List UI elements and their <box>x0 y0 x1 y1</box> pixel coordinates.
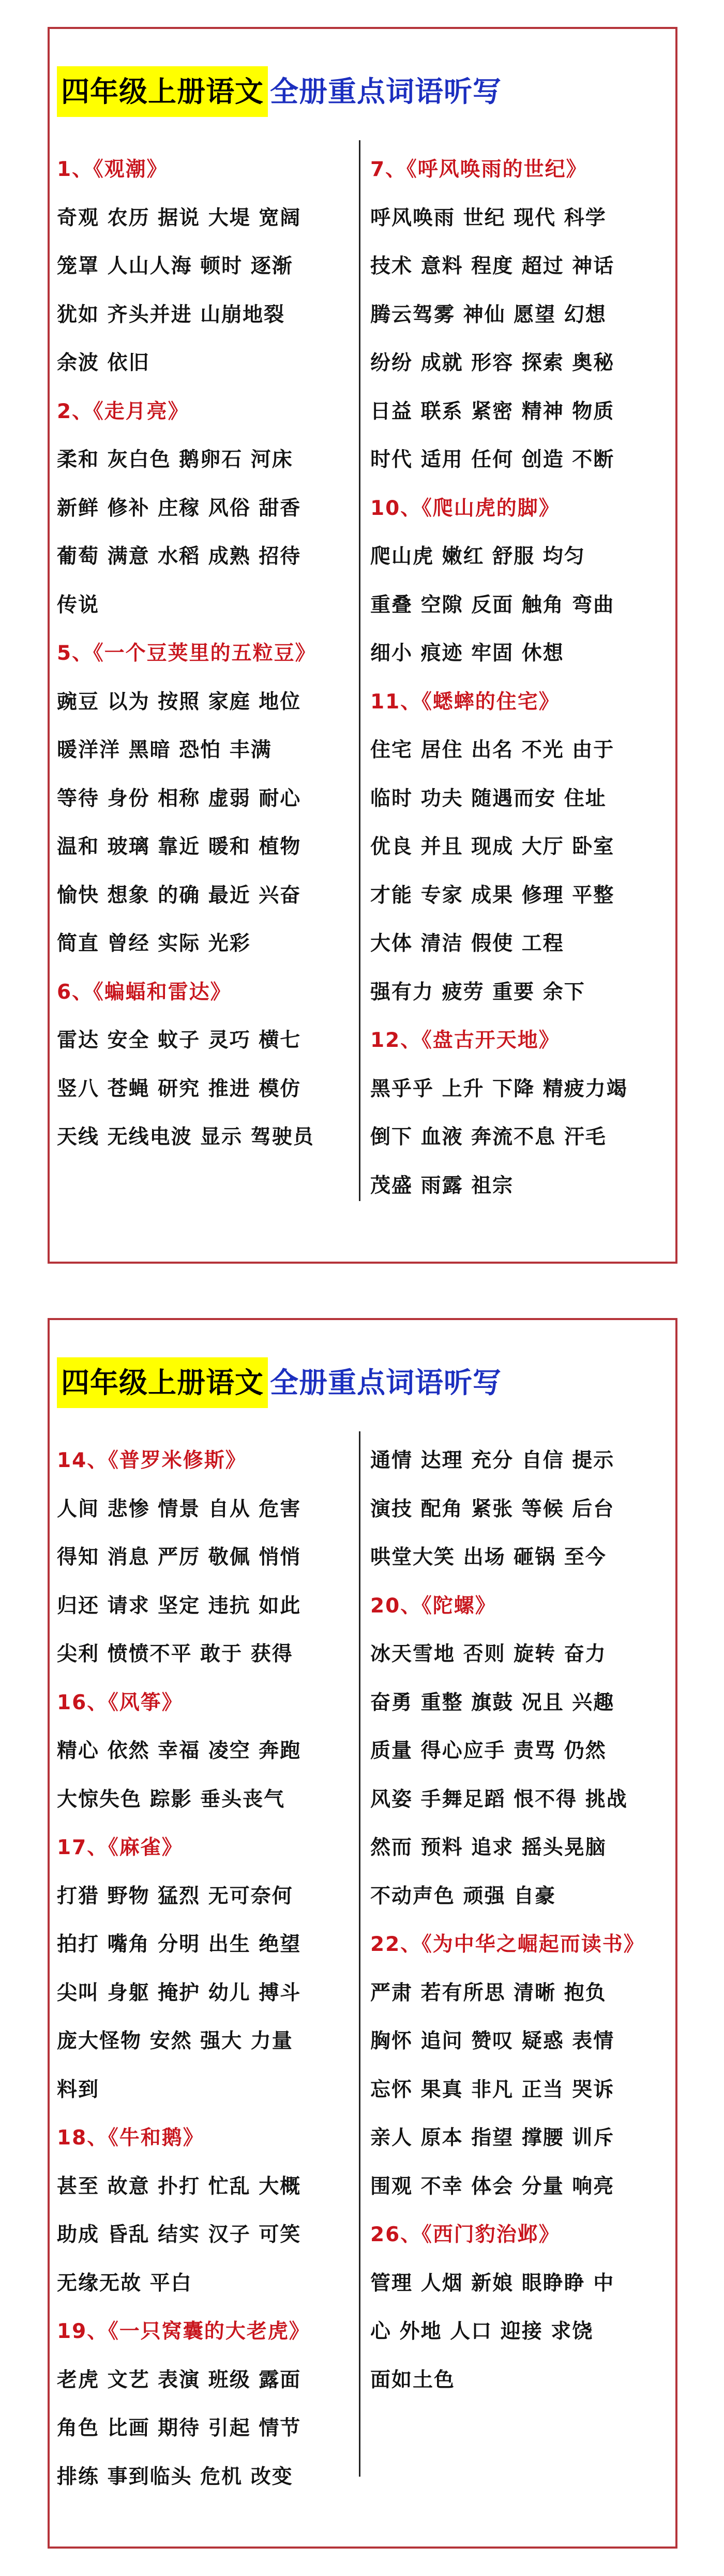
lesson-heading: 6、《蝙蝠和雷达》 <box>57 980 232 1004</box>
word-line: 强有力 疲劳 重要 余下 <box>370 980 585 1004</box>
lesson-heading: 7、《呼风唤雨的世纪》 <box>370 158 587 181</box>
word-line: 胸怀 追问 赞叹 疑惑 表情 <box>370 2030 615 2053</box>
word-line: 助成 昏乱 结实 汉子 可笑 <box>57 2223 301 2246</box>
word-line: 大惊失色 踪影 垂头丧气 <box>57 1787 285 1811</box>
word-line: 拍打 嘴角 分明 出生 绝望 <box>57 1933 301 1956</box>
lesson-heading: 11、《蟋蟀的住宅》 <box>370 690 560 714</box>
word-line: 冰天雪地 否则 旋转 奋力 <box>370 1642 607 1666</box>
word-line: 打猎 野物 猛烈 无可奈何 <box>57 1884 293 1908</box>
word-line: 笼罩 人山人海 顿时 逐渐 <box>57 255 293 278</box>
word-line: 大体 清洁 假使 工程 <box>370 932 564 955</box>
lesson-heading: 18、《牛和鹅》 <box>57 2126 204 2150</box>
word-line: 甚至 故意 扑打 忙乱 大概 <box>57 2174 301 2198</box>
column-divider <box>359 140 360 1201</box>
word-line: 倒下 血液 奔流不息 汗毛 <box>370 1126 607 1149</box>
lesson-heading: 2、《走月亮》 <box>57 399 189 423</box>
right-column <box>370 1437 670 2404</box>
word-line: 新鲜 修补 庄稼 风俗 甜香 <box>57 496 301 520</box>
word-line: 尖利 愤愤不平 敢于 获得 <box>57 1642 293 1666</box>
word-line: 时代 适用 任何 创造 不断 <box>370 448 615 471</box>
lesson-heading: 16、《风筝》 <box>57 1691 183 1714</box>
word-line: 通情 达理 充分 自信 提示 <box>370 1449 615 1472</box>
word-line: 茂盛 雨露 祖宗 <box>370 1174 514 1197</box>
word-line: 雷达 安全 蚊子 灵巧 横七 <box>57 1029 301 1052</box>
dictation-card-2 <box>48 1318 677 2549</box>
word-line: 余波 依旧 <box>57 351 150 375</box>
word-line: 老虎 文艺 表演 班级 露面 <box>57 2368 301 2392</box>
card-title <box>57 1357 502 1408</box>
word-line: 管理 人烟 新娘 眼睁睁 中 <box>370 2271 615 2295</box>
word-line: 优良 并且 现成 大厅 卧室 <box>370 835 615 858</box>
word-line: 日益 联系 紧密 精神 物质 <box>370 399 615 423</box>
title-highlight: 四年级上册语文 <box>57 1357 268 1408</box>
lesson-heading: 1、《观潮》 <box>57 158 168 181</box>
word-line: 人间 悲惨 情景 自从 危害 <box>57 1497 301 1521</box>
lesson-heading: 26、《西门豹治邺》 <box>370 2223 560 2246</box>
left-column <box>57 1437 352 2501</box>
word-line: 竖八 苍蝇 研究 推进 模仿 <box>57 1077 301 1101</box>
word-line: 重叠 空隙 反面 触角 弯曲 <box>370 593 615 617</box>
word-line: 才能 专家 成果 修理 平整 <box>370 883 615 907</box>
word-line: 忘怀 果真 非凡 正当 哭诉 <box>370 2078 615 2101</box>
column-divider <box>359 1431 360 2477</box>
word-line: 等待 身份 相称 虚弱 耐心 <box>57 787 301 810</box>
lesson-heading: 19、《一只窝囊的大老虎》 <box>57 2320 310 2343</box>
word-line: 传说 <box>57 593 100 617</box>
left-column <box>57 145 352 1162</box>
word-line: 技术 意料 程度 超过 神话 <box>370 255 615 278</box>
word-line: 简直 曾经 实际 光彩 <box>57 932 251 955</box>
card-title <box>57 66 502 117</box>
word-line: 排练 事到临头 危机 改变 <box>57 2465 293 2489</box>
lesson-heading: 5、《一个豆荚里的五粒豆》 <box>57 642 316 665</box>
word-line: 心 外地 人口 迎接 求饶 <box>370 2320 594 2343</box>
lesson-heading: 20、《陀螺》 <box>370 1594 496 1618</box>
word-line: 呼风唤雨 世纪 现代 科学 <box>370 206 607 230</box>
word-line: 围观 不幸 体会 分量 响亮 <box>370 2174 615 2198</box>
word-line: 无缘无故 平白 <box>57 2271 192 2295</box>
word-line: 腾云驾雾 神仙 愿望 幻想 <box>370 303 607 327</box>
title-rest: 全册重点词语听写 <box>270 1366 502 1399</box>
word-line: 奋勇 重整 旗鼓 况且 兴趣 <box>370 1691 615 1714</box>
word-line: 归还 请求 坚定 违抗 如此 <box>57 1594 301 1618</box>
lesson-heading: 14、《普罗米修斯》 <box>57 1449 247 1472</box>
word-line: 精心 依然 幸福 凌空 奔跑 <box>57 1739 301 1763</box>
word-line: 温和 玻璃 靠近 暖和 植物 <box>57 835 301 858</box>
word-line: 不动声色 顽强 自豪 <box>370 1884 556 1908</box>
word-line: 纷纷 成就 形容 探索 奥秘 <box>370 351 615 375</box>
word-line: 尖叫 身躯 掩护 幼儿 搏斗 <box>57 1981 301 2005</box>
word-line: 角色 比画 期待 引起 情节 <box>57 2417 301 2440</box>
right-column <box>370 145 670 1210</box>
word-line: 庞大怪物 安然 强大 力量 <box>57 2030 293 2053</box>
word-line: 临时 功夫 随遇而安 住址 <box>370 787 607 810</box>
lesson-heading: 12、《盘古开天地》 <box>370 1029 560 1052</box>
word-line: 住宅 居住 出名 不光 由于 <box>370 738 615 762</box>
word-line: 风姿 手舞足蹈 恨不得 挑战 <box>370 1787 628 1811</box>
word-line: 面如土色 <box>370 2368 456 2392</box>
title-rest: 全册重点词语听写 <box>270 75 502 108</box>
word-line: 演技 配角 紧张 等候 后台 <box>370 1497 615 1521</box>
word-line: 葡萄 满意 水稻 成熟 招待 <box>57 545 301 568</box>
word-line: 柔和 灰白色 鹅卵石 河床 <box>57 448 293 471</box>
word-line: 哄堂大笑 出场 砸锅 至今 <box>370 1546 607 1569</box>
lesson-heading: 22、《为中华之崛起而读书》 <box>370 1933 645 1956</box>
title-highlight: 四年级上册语文 <box>57 66 268 117</box>
word-line: 然而 预料 追求 摇头晃脑 <box>370 1836 607 1859</box>
word-line: 愉快 想象 的确 最近 兴奋 <box>57 883 301 907</box>
word-line: 料到 <box>57 2078 100 2101</box>
word-line: 质量 得心应手 责骂 仍然 <box>370 1739 607 1763</box>
word-line: 严肃 若有所思 清晰 抱负 <box>370 1981 607 2005</box>
word-line: 豌豆 以为 按照 家庭 地位 <box>57 690 301 714</box>
lesson-heading: 17、《麻雀》 <box>57 1836 183 1859</box>
word-line: 暖洋洋 黑暗 恐怕 丰满 <box>57 738 272 762</box>
word-line: 黑乎乎 上升 下降 精疲力竭 <box>370 1077 628 1101</box>
word-line: 天线 无线电波 显示 驾驶员 <box>57 1126 314 1149</box>
word-line: 犹如 齐头并进 山崩地裂 <box>57 303 285 327</box>
lesson-heading: 10、《爬山虎的脚》 <box>370 496 560 520</box>
word-line: 亲人 原本 指望 撑腰 训斥 <box>370 2126 615 2150</box>
word-line: 爬山虎 嫩红 舒服 均匀 <box>370 545 585 568</box>
dictation-card-1 <box>48 27 677 1264</box>
word-line: 得知 消息 严厉 敬佩 悄悄 <box>57 1546 301 1569</box>
word-line: 奇观 农历 据说 大堤 宽阔 <box>57 206 301 230</box>
word-line: 细小 痕迹 牢固 休想 <box>370 642 564 665</box>
